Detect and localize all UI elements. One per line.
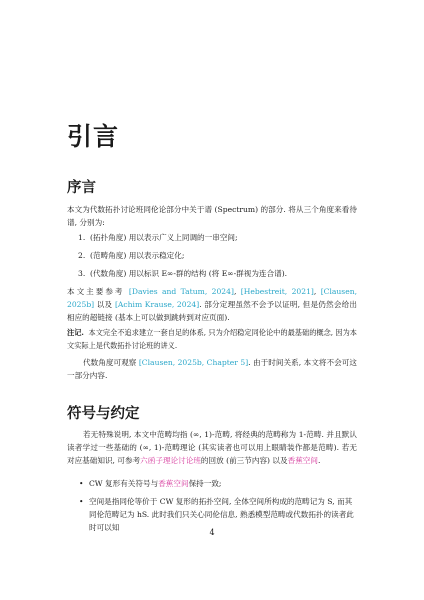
- banana-space-link[interactable]: 香蕉空间: [287, 456, 318, 465]
- page-number: 4: [209, 528, 215, 537]
- bullet-icon: •: [79, 479, 84, 488]
- seminar-link[interactable]: 六函子理论讨论班: [140, 456, 201, 465]
- list-item: 1. (拓扑角度) 用以表示广义上同调的一串空间;: [78, 233, 238, 242]
- algebraic-paragraph: 代数角度可观察 [Clausen, 2025b, Chapter 5]. 由于时间关系, 本文将不会可这一部分内容.: [67, 358, 358, 380]
- citation-link[interactable]: [Achim Krause, 2024]: [114, 300, 200, 309]
- remark-label: 注记.: [67, 328, 84, 337]
- bullet-icon: •: [79, 497, 84, 506]
- list-item: 3. (代数角度) 用以标识 E∞-群的结构 (将 E∞-群视为连合谱).: [78, 269, 288, 278]
- list-item: 2. (范畴角度) 用以表示稳定化;: [78, 251, 185, 260]
- list-item: • CW 复形有关符号与香蕉空间保持一致;: [79, 479, 222, 488]
- citation-link[interactable]: [Clausen, 2025b]: [67, 287, 358, 309]
- citation-link[interactable]: [Hebestreit, 2021]: [240, 287, 314, 296]
- section-title-preface: 序言: [67, 179, 96, 196]
- remark-paragraph: 注记. 本文完全不追求建立一套自足的体系, 只为介绍稳定同伦论中的最基础的概念, 因为本文实际上是代数拓扑讨论班的讲义.: [67, 328, 357, 350]
- references-paragraph: 本文主要参考 [Davies and Tatum, 2024], [Hebestreit, 2021], [Clausen, 2025b] 以及 [Achim Krause, 2024]. 部分定理虽然不会予以证明, 但是仍然会给出相应的超链接 (基本上可以做到跳转到对应页面).: [67, 287, 358, 322]
- perspective-list: [78, 231, 358, 285]
- citation-link[interactable]: [Davies and Tatum, 2024]: [128, 287, 234, 296]
- chapter-title: 引言: [67, 122, 120, 151]
- section-title-notation: 符号与约定: [67, 405, 140, 422]
- list-item: • 空间是指同伦等价于 CW 复形的拓扑空间, 全体空间所构成的范畴记为 S, 而其同伦范畴记为 hS. 此时我们只关心同伦信息, 熟悉模型范畴或代数拓扑的读者此时可以知: [79, 497, 354, 532]
- citation-link[interactable]: [Clausen, 2025b, Chapter 5]: [138, 358, 249, 367]
- preface-intro-paragraph: 本文为代数拓扑讨论班同伦论部分中关于谱 (Spectrum) 的部分. 将从三个角度来看待谱, 分别为:: [67, 205, 357, 227]
- notation-paragraph: 若无特殊说明, 本文中范畴均指 (∞, 1)-范畴, 将经典的范畴称为 1-范畴. 并且默认读者学过一些基础的 (∞, 1)-范畴理论 (其实读者也可以用上眼睛装作都是范畴). 若无对应基础知识, 可参考六函子理论讨论班的回放 (前三节内容) 以及香蕉空间.: [67, 430, 357, 465]
- banana-space-link[interactable]: 香蕉空间: [158, 479, 189, 488]
